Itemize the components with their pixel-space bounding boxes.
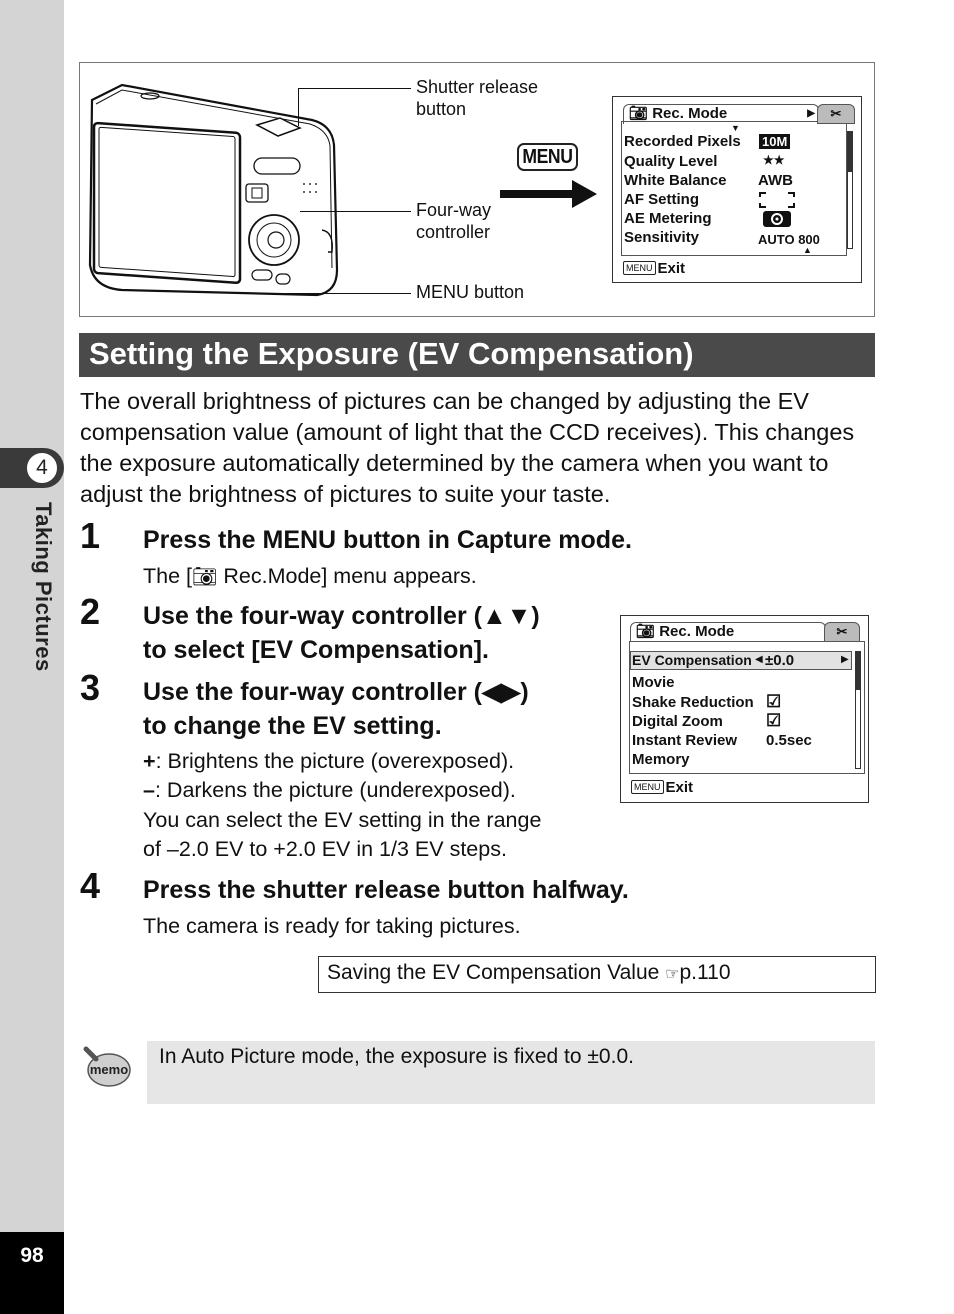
menu-row-label[interactable]: Memory	[632, 751, 690, 768]
reference-box[interactable]	[318, 956, 876, 993]
exit-label: Exit	[665, 779, 694, 796]
memo-badge-text: memo	[89, 1062, 129, 1077]
arrow-right-icon: ▶	[841, 654, 849, 665]
page-number: 98	[20, 1244, 44, 1267]
menu-row-label[interactable]: Sensitivity	[624, 229, 700, 246]
step-4-title: Press the shutter release button halfway.	[143, 876, 629, 904]
scrollbar[interactable]	[847, 131, 853, 249]
camera-icon: 📷︎	[192, 566, 218, 588]
step-2-title-line2: to select [EV Compensation].	[143, 636, 489, 664]
section-heading: Setting the Exposure (EV Compensation)	[79, 333, 875, 377]
instant-review-value: 0.5sec	[766, 732, 812, 749]
menu-row-label[interactable]: AE Metering	[624, 210, 712, 227]
sensitivity-value: AUTO 800	[758, 232, 820, 247]
menu-row-label[interactable]: Quality Level	[624, 153, 718, 170]
quality-level-value: ★★	[763, 153, 785, 167]
step-3-range-line1: You can select the EV setting in the range	[143, 808, 542, 832]
reference-page[interactable]: p.110	[679, 961, 731, 984]
chapter-title: Taking Pictures	[31, 502, 56, 672]
exit-hint[interactable]	[631, 779, 693, 796]
menu-row-label[interactable]: Recorded Pixels	[624, 133, 741, 150]
scrollbar[interactable]	[855, 651, 861, 769]
intro-paragraph: The overall brightness of pictures can be changed by adjusting the EV compensation value (amount of light that the CCD receives). This changes the exposure automatically determined by the camera when you want to adjust the brightness of pictures to suite your taste.	[80, 388, 855, 507]
metering-icon	[762, 210, 792, 228]
step-3-minus-line	[143, 776, 516, 805]
step-1-body-pre: The [	[143, 564, 192, 588]
arrow-right-icon	[500, 180, 598, 208]
camera-icon: 📷︎	[629, 105, 649, 122]
exit-hint[interactable]	[623, 260, 685, 277]
menu-screen-ev-compensation	[620, 615, 869, 803]
callout-menu: MENU button	[416, 282, 525, 302]
recorded-pixels-value: 10M	[759, 134, 790, 149]
step-1-body-post: Rec.Mode] menu appears.	[217, 564, 477, 588]
exit-label: Exit	[657, 260, 686, 277]
leader-shutter	[298, 88, 411, 89]
step-3-range-line2: of –2.0 EV to +2.0 EV in 1/3 EV steps.	[143, 837, 507, 861]
camera-icon: 📷︎	[636, 623, 656, 640]
menu-row-label[interactable]: AF Setting	[624, 191, 699, 208]
step-3-title-line1: Use the four-way controller (◀▶)	[143, 678, 529, 706]
step-4-number: 4	[80, 865, 101, 906]
leader-shutter-drop	[298, 88, 299, 126]
scrollbar-thumb[interactable]	[856, 652, 860, 690]
tab-rec-mode[interactable]	[623, 104, 819, 124]
menu-key-mini: MENU	[623, 261, 656, 275]
step-3-title-line2: to change the EV setting.	[143, 712, 442, 740]
tab-setup[interactable]	[824, 622, 860, 642]
tab-rec-mode[interactable]	[630, 622, 826, 642]
memo-box: In Auto Picture mode, the exposure is fixed to ±0.0.	[147, 1041, 875, 1104]
cursor-down-icon: ▼	[731, 123, 740, 133]
af-area-icon	[759, 192, 795, 208]
step-2-title-line1: Use the four-way controller (▲▼)	[143, 602, 540, 630]
scrollbar-thumb[interactable]	[848, 132, 852, 172]
step-3-plus-line	[143, 747, 514, 776]
menu-row-label[interactable]: Digital Zoom	[632, 713, 723, 730]
tab-setup[interactable]	[817, 104, 855, 124]
tab-label: Rec. Mode	[652, 105, 728, 122]
cursor-up-icon: ▲	[803, 245, 812, 255]
menu-row-label[interactable]: Movie	[632, 674, 675, 691]
menu-screen-rec-mode	[612, 96, 862, 283]
plus-symbol: +	[143, 749, 156, 773]
leader-fourway	[300, 211, 411, 212]
menu-row-label[interactable]: Shake Reduction	[632, 694, 754, 711]
arrow-left-icon: ◀	[755, 654, 763, 665]
checkbox-checked-icon: ☑	[766, 692, 782, 711]
minus-text: : Darkens the picture (underexposed).	[154, 778, 516, 802]
menu-row-ev-compensation[interactable]: EV Compensation	[632, 652, 752, 668]
step-4-body: The camera is ready for taking pictures.	[143, 914, 521, 938]
reference-text: Saving the EV Compensation Value	[327, 961, 666, 984]
tab-label: Rec. Mode	[659, 623, 735, 640]
step-1-number: 1	[80, 515, 101, 556]
step-2-number: 2	[80, 591, 101, 632]
checkbox-checked-icon: ☑	[766, 711, 782, 730]
ev-value: ±0.0	[765, 652, 795, 669]
menu-key-icon: MENU	[517, 143, 578, 171]
wrench-icon: ✂	[830, 106, 842, 121]
pointing-hand-icon: ☞	[665, 966, 680, 983]
camera-illustration	[82, 80, 352, 305]
step-3-number: 3	[80, 667, 101, 708]
plus-text: : Brightens the picture (overexposed).	[155, 749, 515, 773]
white-balance-value: AWB	[758, 172, 793, 189]
leader-menu	[275, 293, 411, 294]
chapter-number: 4	[25, 451, 59, 485]
menu-row-label[interactable]: White Balance	[624, 172, 727, 189]
menu-row-label[interactable]: Instant Review	[632, 732, 738, 749]
callout-shutter: Shutter release button	[416, 77, 539, 119]
memo-icon	[80, 1043, 132, 1089]
menu-key-mini: MENU	[631, 780, 664, 794]
minus-symbol: –	[143, 778, 155, 802]
step-1-title: Press the MENU button in Capture mode.	[143, 526, 632, 554]
callout-fourway: Four-way controller	[416, 200, 492, 242]
step-1-body	[143, 562, 477, 592]
tab-arrow-right-icon: ▶	[807, 108, 815, 119]
wrench-icon: ✂	[836, 624, 848, 639]
